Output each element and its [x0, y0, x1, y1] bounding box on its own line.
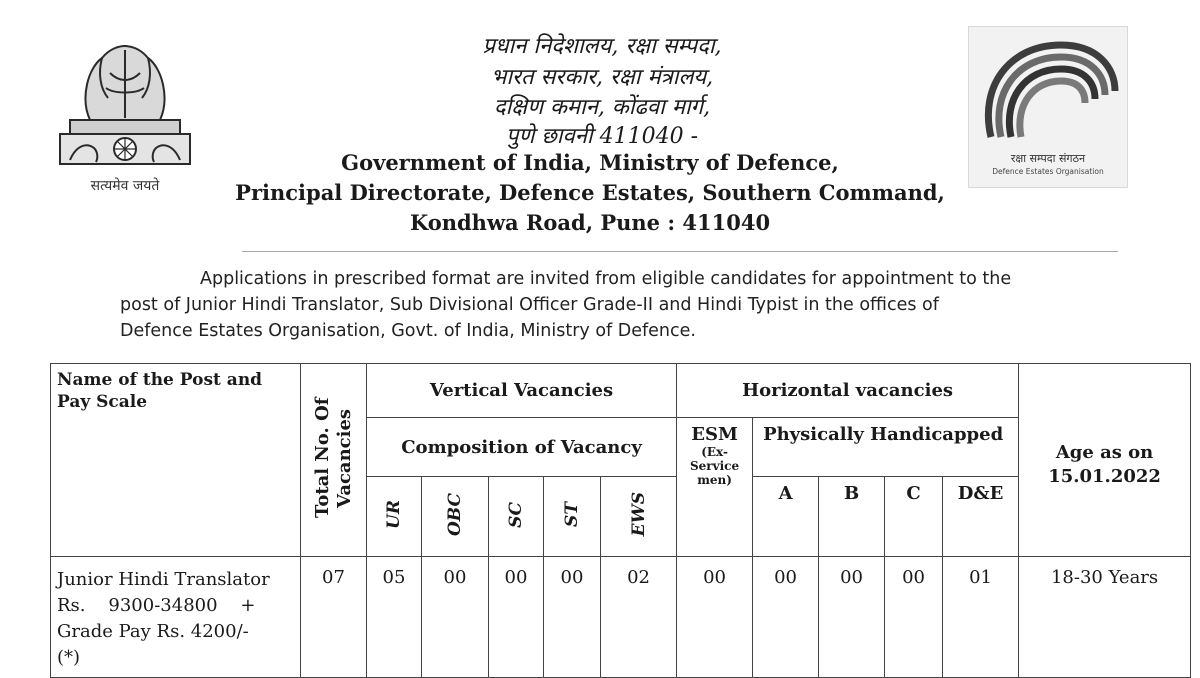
ph-b-value: 00	[819, 557, 885, 678]
header-english-line-2: Principal Directorate, Defence Estates, Southern Command,	[235, 180, 945, 205]
col-header-ews	[601, 477, 677, 557]
post-name: Junior Hindi Translator	[57, 569, 270, 590]
lion-capital-icon	[40, 28, 210, 178]
col-header-obc	[422, 477, 489, 557]
sc-label: SC	[506, 501, 526, 528]
state-emblem	[40, 28, 210, 193]
post-cell	[51, 557, 301, 678]
obc-value: 00	[422, 557, 489, 678]
col-header-esm	[677, 418, 753, 557]
col-header-ph-b: B	[819, 477, 885, 557]
obc-label: OBC	[445, 492, 465, 537]
header-english-line-3: Kondhwa Road, Pune : 411040	[409, 210, 771, 235]
header-english-line-1: Government of India, Ministry of Defence,	[341, 150, 839, 175]
ph-de-value: 01	[943, 557, 1019, 678]
st-label: ST	[562, 502, 582, 527]
intro-line-1: Applications in prescribed format are invited from eligible candidates for appointment to the	[200, 269, 1012, 289]
col-header-ph-de: D&E	[943, 477, 1019, 557]
st-value: 00	[544, 557, 601, 678]
col-header-vertical: Vertical Vacancies	[367, 364, 677, 418]
col-header-ph: Physically Handicapped	[753, 418, 1019, 477]
ur-value: 05	[367, 557, 422, 678]
ph-c-value: 00	[885, 557, 943, 678]
col-header-post: Name of the Post and Pay Scale	[51, 364, 301, 557]
col-header-age: Age as on 15.01.2022	[1019, 364, 1191, 557]
intro-line-2: post of Junior Hindi Translator, Sub Divisional Officer Grade-II and Hindi Typist in the offices of	[120, 295, 939, 315]
logo-english-text: Defence Estates Organisation	[992, 167, 1104, 176]
col-header-st	[544, 477, 601, 557]
header-divider	[242, 251, 1118, 252]
table-row	[51, 557, 1191, 678]
intro-line-3: Defence Estates Organisation, Govt. of India, Ministry of Defence.	[120, 321, 696, 341]
post-pay: Rs. 9300-34800 +	[57, 595, 256, 616]
esm-value: 00	[677, 557, 753, 678]
ews-label: EWS	[628, 492, 649, 537]
logo-hindi-text: रक्षा सम्पदा संगठन	[1010, 152, 1086, 165]
total-vacancies: 07	[301, 557, 367, 678]
emblem-caption: सत्यमेव जयते	[90, 178, 160, 194]
ur-label: UR	[384, 500, 404, 529]
sc-value: 00	[489, 557, 544, 678]
esm-title: ESM	[691, 424, 738, 445]
col-header-total-text: Total No. Of Vacancies	[311, 397, 355, 519]
age-value: 18-30 Years	[1019, 557, 1191, 678]
col-header-composition: Composition of Vacancy	[367, 418, 677, 477]
arcs-logo-icon	[969, 27, 1127, 151]
header-hindi-line-4: पुणे छावनी 411040 -	[505, 124, 699, 149]
esm-subtitle: (Ex-Service men)	[690, 445, 740, 487]
post-grade-pay: Grade Pay Rs. 4200/-	[57, 621, 249, 642]
ews-value: 02	[601, 557, 677, 678]
vacancy-table	[50, 363, 1191, 678]
header-hindi-line-1: प्रधान निदेशालय, रक्षा सम्पदा,	[482, 34, 722, 59]
col-header-ur	[367, 477, 422, 557]
header-hindi-line-3: दक्षिण कमान, कोंढवा मार्ग,	[493, 95, 711, 120]
post-note: (*)	[57, 647, 81, 668]
col-header-ph-a: A	[753, 477, 819, 557]
col-header-total	[301, 364, 367, 557]
deo-logo	[968, 26, 1128, 188]
header-hindi-line-2: भारत सरकार, रक्षा मंत्रालय,	[490, 65, 714, 90]
intro-paragraph	[120, 266, 1120, 344]
ph-a-value: 00	[753, 557, 819, 678]
col-header-ph-c: C	[885, 477, 943, 557]
col-header-sc	[489, 477, 544, 557]
col-header-horizontal: Horizontal vacancies	[677, 364, 1019, 418]
